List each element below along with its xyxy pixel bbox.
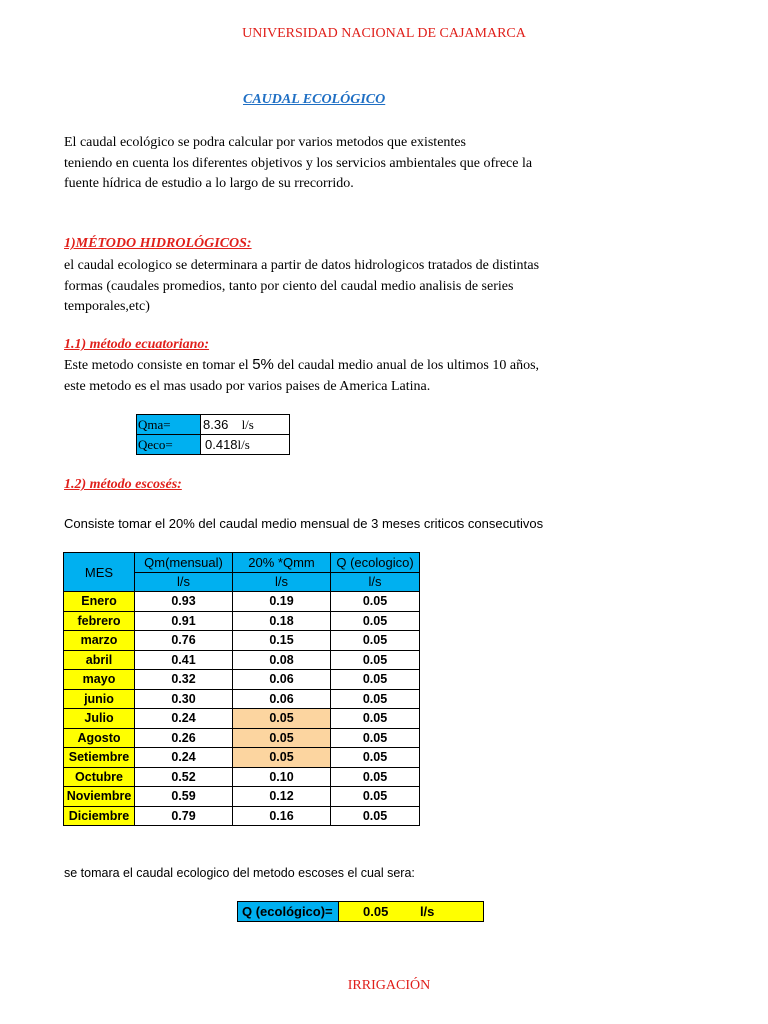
result-unit: l/s: [419, 904, 435, 919]
unit-20pct: l/s: [233, 572, 331, 592]
qeco-row: [137, 435, 290, 455]
qm-cell: 0.76: [135, 631, 233, 651]
qm-cell: 0.59: [135, 787, 233, 807]
qeco-cell: [201, 435, 290, 455]
intro-line: fuente hídrica de estudio a lo largo de su rrecorrido.: [64, 176, 354, 191]
section-1-1-line: este metodo es el mas usado por varios paises de America Latina.: [64, 378, 431, 394]
qeco-cell: 0.05: [331, 670, 420, 690]
section-1-line: el caudal ecologico se determinara a partir de datos hidrologicos tratados de distintas: [64, 258, 540, 273]
qeco-cell: 0.05: [331, 650, 420, 670]
table-row: [64, 748, 420, 768]
section-1-1-heading: 1.1) método ecuatoriano:: [64, 337, 210, 352]
qma-value: 8.36: [203, 416, 229, 432]
qma-label: Qma=: [137, 415, 201, 435]
month-cell: Octubre: [64, 767, 135, 787]
qeco-value: 0.418: [205, 436, 238, 452]
section-1-line: formas (caudales promedios, tanto por ciento del caudal medio analisis de series: [64, 278, 514, 294]
p20-cell: 0.10: [233, 767, 331, 787]
p20-cell: 0.16: [233, 806, 331, 826]
table-row: [64, 631, 420, 651]
header-qm: Qm(mensual): [135, 553, 233, 573]
table-row: [64, 670, 420, 690]
p20-cell: 0.06: [233, 689, 331, 709]
section-1-line: temporales,etc): [64, 299, 150, 314]
month-cell: Enero: [64, 592, 135, 612]
result-label: Q (ecológico)=: [238, 902, 339, 922]
p20-cell: 0.06: [233, 670, 331, 690]
intro-paragraph: [64, 133, 532, 195]
unit-qeco: l/s: [331, 572, 420, 592]
section-1-1-paragraph: [64, 355, 539, 397]
qeco-cell: 0.05: [331, 728, 420, 748]
qm-cell: 0.30: [135, 689, 233, 709]
qeco-cell: 0.05: [331, 806, 420, 826]
p20-cell: 0.05: [233, 728, 331, 748]
month-cell: marzo: [64, 631, 135, 651]
qm-cell: 0.26: [135, 728, 233, 748]
qm-cell: 0.93: [135, 592, 233, 612]
month-cell: abril: [64, 650, 135, 670]
p20-cell: 0.08: [233, 650, 331, 670]
document-footer: IRRIGACIÓN: [347, 978, 431, 993]
qeco-label: Qeco=: [137, 435, 201, 455]
table-row: [64, 689, 420, 709]
table-body: [64, 592, 420, 826]
result-box: [237, 901, 484, 922]
qma-unit: l/s: [241, 416, 254, 432]
qeco-cell: 0.05: [331, 787, 420, 807]
ecuatoriano-results-table: [136, 414, 290, 455]
qm-cell: 0.24: [135, 748, 233, 768]
section-1-2-heading: 1.2) método escosés:: [64, 477, 182, 492]
month-cell: Julio: [64, 709, 135, 729]
qeco-cell: 0.05: [331, 709, 420, 729]
section-1-1-line: [64, 355, 539, 377]
month-cell: Diciembre: [64, 806, 135, 826]
qeco-cell: 0.05: [331, 767, 420, 787]
qm-cell: 0.79: [135, 806, 233, 826]
month-cell: febrero: [64, 611, 135, 631]
document-title: CAUDAL ECOLÓGICO: [243, 92, 386, 107]
month-cell: Noviembre: [64, 787, 135, 807]
qm-cell: 0.91: [135, 611, 233, 631]
qma-cell: [201, 415, 290, 435]
line-text: del caudal medio anual de los ultimos 10 años,: [273, 358, 540, 373]
header-qeco: Q (ecologico): [331, 553, 420, 573]
table-row: [64, 592, 420, 612]
table-row: [64, 709, 420, 729]
section-1-heading: 1)MÉTODO HIDROLÓGICOS:: [64, 236, 252, 251]
document-header: UNIVERSIDAD NACIONAL DE CAJAMARCA: [242, 26, 526, 41]
percent-value: 5%: [252, 356, 274, 373]
p20-cell: 0.05: [233, 709, 331, 729]
month-cell: Agosto: [64, 728, 135, 748]
qeco-unit: l/s: [237, 436, 250, 452]
table-header-row: [64, 553, 420, 573]
monthly-flow-table: [63, 552, 420, 826]
section-1-paragraph: [64, 256, 539, 318]
result-value: 0.05: [363, 904, 389, 919]
p20-cell: 0.19: [233, 592, 331, 612]
month-cell: mayo: [64, 670, 135, 690]
qeco-cell: 0.05: [331, 611, 420, 631]
conclusion-text: se tomara el caudal ecologico del metodo escoses el cual sera:: [64, 866, 415, 880]
p20-cell: 0.15: [233, 631, 331, 651]
table-row: [64, 728, 420, 748]
month-cell: junio: [64, 689, 135, 709]
header-20pct: 20% *Qmm: [233, 553, 331, 573]
qeco-cell: 0.05: [331, 631, 420, 651]
qm-cell: 0.52: [135, 767, 233, 787]
p20-cell: 0.12: [233, 787, 331, 807]
table-row: [64, 806, 420, 826]
intro-line: teniendo en cuenta los diferentes objetivos y los servicios ambientales que ofrece la: [64, 155, 533, 171]
qm-cell: 0.41: [135, 650, 233, 670]
table-row: [64, 787, 420, 807]
header-mes: MES: [64, 553, 135, 592]
result-cell: [339, 902, 484, 922]
qma-row: [137, 415, 290, 435]
qm-cell: 0.24: [135, 709, 233, 729]
month-cell: Setiembre: [64, 748, 135, 768]
unit-qm: l/s: [135, 572, 233, 592]
line-text: Este metodo consiste en tomar el: [64, 358, 253, 373]
table-row: [64, 767, 420, 787]
p20-cell: 0.18: [233, 611, 331, 631]
intro-line: El caudal ecológico se podra calcular por varios metodos que existentes: [64, 135, 466, 150]
qeco-cell: 0.05: [331, 592, 420, 612]
qm-cell: 0.32: [135, 670, 233, 690]
p20-cell: 0.05: [233, 748, 331, 768]
table-row: [64, 611, 420, 631]
qeco-cell: 0.05: [331, 748, 420, 768]
table-row: [64, 650, 420, 670]
qeco-cell: 0.05: [331, 689, 420, 709]
section-1-2-text: Consiste tomar el 20% del caudal medio mensual de 3 meses criticos consecutivos: [64, 516, 544, 531]
result-row: [238, 902, 484, 922]
